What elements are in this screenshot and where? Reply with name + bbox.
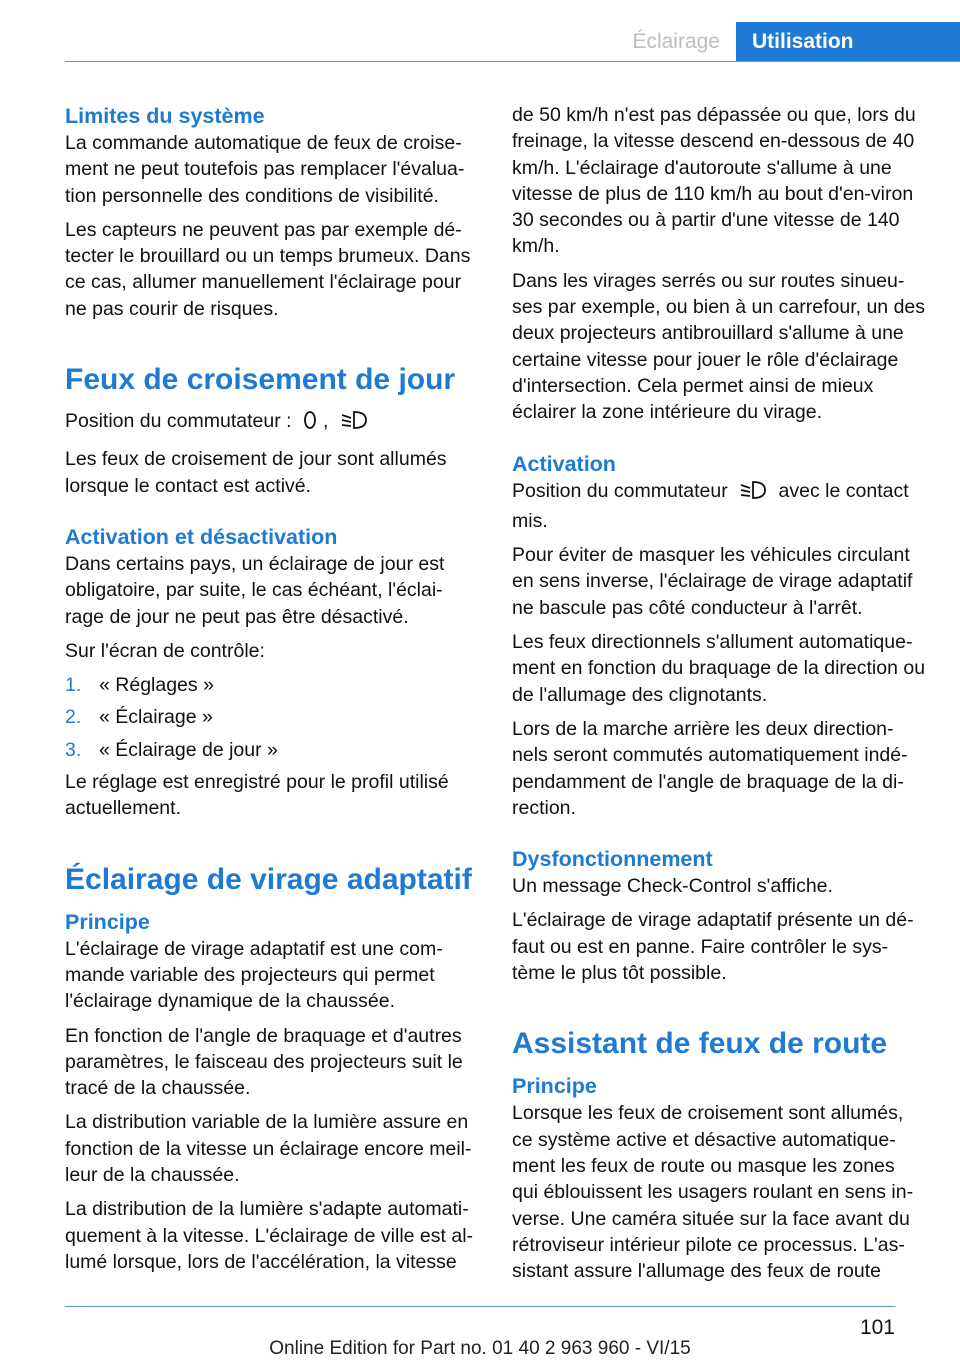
step-number: 2. <box>65 706 82 729</box>
page-number: 101 <box>859 1316 895 1339</box>
principe-paragraph-3: La distribution variable de la lumière assure en fonction de la vitesse un éclairage encore meil-leur de la chaussée. <box>65 1111 472 1187</box>
header-chapter-tab: Utilisation <box>736 22 960 62</box>
footer-divider <box>65 1306 895 1307</box>
dysfonctionnement-heading: Dysfonctionnement <box>512 847 713 872</box>
principe-paragraph-4: La distribution de la lumière s'adapte automati-quement à la vitesse. L'éclairage de ville est al-lumé lorsque, lors de l'accélération, la vitesse <box>65 1198 474 1273</box>
principe-heading: Principe <box>512 1074 597 1099</box>
activation-paragraph-2: Sur l'écran de contrôle: <box>65 639 265 662</box>
limites-paragraph-2: Les capteurs ne peuvent pas par exemple dé-tecter le brouillard ou un temps brumeux. Dans ce cas, allumer manuellement l'éclairage pour ne pas courir de risques. <box>65 218 471 320</box>
activation-switch-line <box>512 478 926 535</box>
list-item <box>65 704 479 730</box>
feux-paragraph-1: Les feux de croisement de jour sont allumés lorsque le contact est activé. <box>65 448 447 497</box>
list-item <box>65 672 479 698</box>
step-number: 1. <box>65 674 82 697</box>
principe-paragraph-2: En fonction de l'angle de braquage et d'autres paramètres, le faisceau des projecteurs suit le tracé de la chaussée. <box>65 1024 463 1100</box>
feux-position-label: Position du commutateur : <box>65 410 292 433</box>
list-item <box>65 737 479 763</box>
activation-paragraph-1: Dans certains pays, un éclairage de jour est obligatoire, par suite, le cas échéant, l'éclai-rage de jour ne peut pas être désactivé. <box>65 552 445 628</box>
activation-paragraph-3: Les feux directionnels s'allument automatique-ment en fonction du braquage de la direction ou de l'allumage des clignotants. <box>512 631 926 706</box>
activation-paragraph-2: Pour éviter de masquer les véhicules circulant en sens inverse, l'éclairage de virage adaptatif ne bascule pas côté conducteur à l'arrêt. <box>512 544 913 619</box>
feux-position-separator: , <box>322 410 329 433</box>
step-text: « Réglages » <box>99 674 214 697</box>
virage-adaptatif-heading: Éclairage de virage adaptatif <box>65 862 472 896</box>
activation-heading: Activation <box>512 451 616 476</box>
right-column <box>512 102 926 1292</box>
limites-heading: Limites du système <box>65 104 265 128</box>
dysf-paragraph-1: Un message Check-Control s'affiche. <box>512 875 833 898</box>
assistant-feux-route-heading: Assistant de feux de route <box>512 1027 888 1061</box>
header-section-label: Éclairage <box>632 30 720 53</box>
activation-switch-suffix: avec le contact mis. <box>512 479 909 532</box>
activation-switch-label: Position du commutateur <box>512 479 728 502</box>
activation-desactivation-heading: Activation et désactivation <box>65 524 338 549</box>
page-header <box>65 22 960 62</box>
feux-jour-heading: Feux de croisement de jour <box>65 363 456 397</box>
settings-steps-list <box>65 672 479 763</box>
step-text: « Éclairage » <box>99 706 213 729</box>
low-beam-icon <box>739 479 767 508</box>
feux-position-line <box>65 408 479 438</box>
step-number: 3. <box>65 738 82 761</box>
principe-heading: Principe <box>65 909 150 934</box>
header-divider <box>65 61 960 62</box>
footer-edition: Online Edition for Part no. 01 40 2 963 960 - VI/15 <box>269 1338 691 1359</box>
activation-paragraph-3: Le réglage est enregistré pour le profil utilisé actuellement. <box>65 771 449 820</box>
continued-paragraph-1: de 50 km/h n'est pas dépassée ou que, lors du freinage, la vitesse descend en-dessous de 40 km/h. L'éclairage d'autoroute s'allume à une vitesse de plus de 110 km/h au bout d'en-viron 30 secondes ou à partir d'une vitesse de 140 km/h. <box>512 104 916 258</box>
limites-paragraph-1: La commande automatique de feux de croise-ment ne peut toutefois pas remplacer l'évalua-tion personnelle des conditions de visibilité. <box>65 132 465 207</box>
step-text: « Éclairage de jour » <box>99 738 278 761</box>
assistant-paragraph-1: Lorsque les feux de croisement sont allumés, ce système active et désactive automatique-ment les feux de route ou masque les zones qui éblouissent les usagers roulant en sens in-verse. Une caméra située sur la face avant du rétroviseur intérieur pilote ce processus. L'as-sistant assure l'allumage des feux de route <box>512 1102 914 1283</box>
left-column <box>65 102 479 1283</box>
low-beam-icon <box>340 409 368 438</box>
activation-paragraph-4: Lors de la marche arrière les deux direction-nels seront commutés automatiquement indé-pendamment de l'angle de braquage de la di-rection. <box>512 717 908 819</box>
continued-paragraph-2: Dans les virages serrés ou sur routes sinueu-ses par exemple, ou bien à un carrefour, un des deux projecteurs antibrouillard s'allume à une certaine vitesse pour jouer le rôle d'éclairage d'intersection. Cela permet ainsi de mieux éclairer la zone intérieure du virage. <box>512 269 926 424</box>
principe-paragraph-1: L'éclairage de virage adaptatif est une com-mande variable des projecteurs qui permet l'éclairage dynamique de la chaussée. <box>65 937 443 1013</box>
dysf-paragraph-2: L'éclairage de virage adaptatif présente un dé-faut ou est en panne. Faire contrôler le sys-tème le plus tôt possible. <box>512 909 914 985</box>
headlight-auto-icon <box>303 409 317 438</box>
